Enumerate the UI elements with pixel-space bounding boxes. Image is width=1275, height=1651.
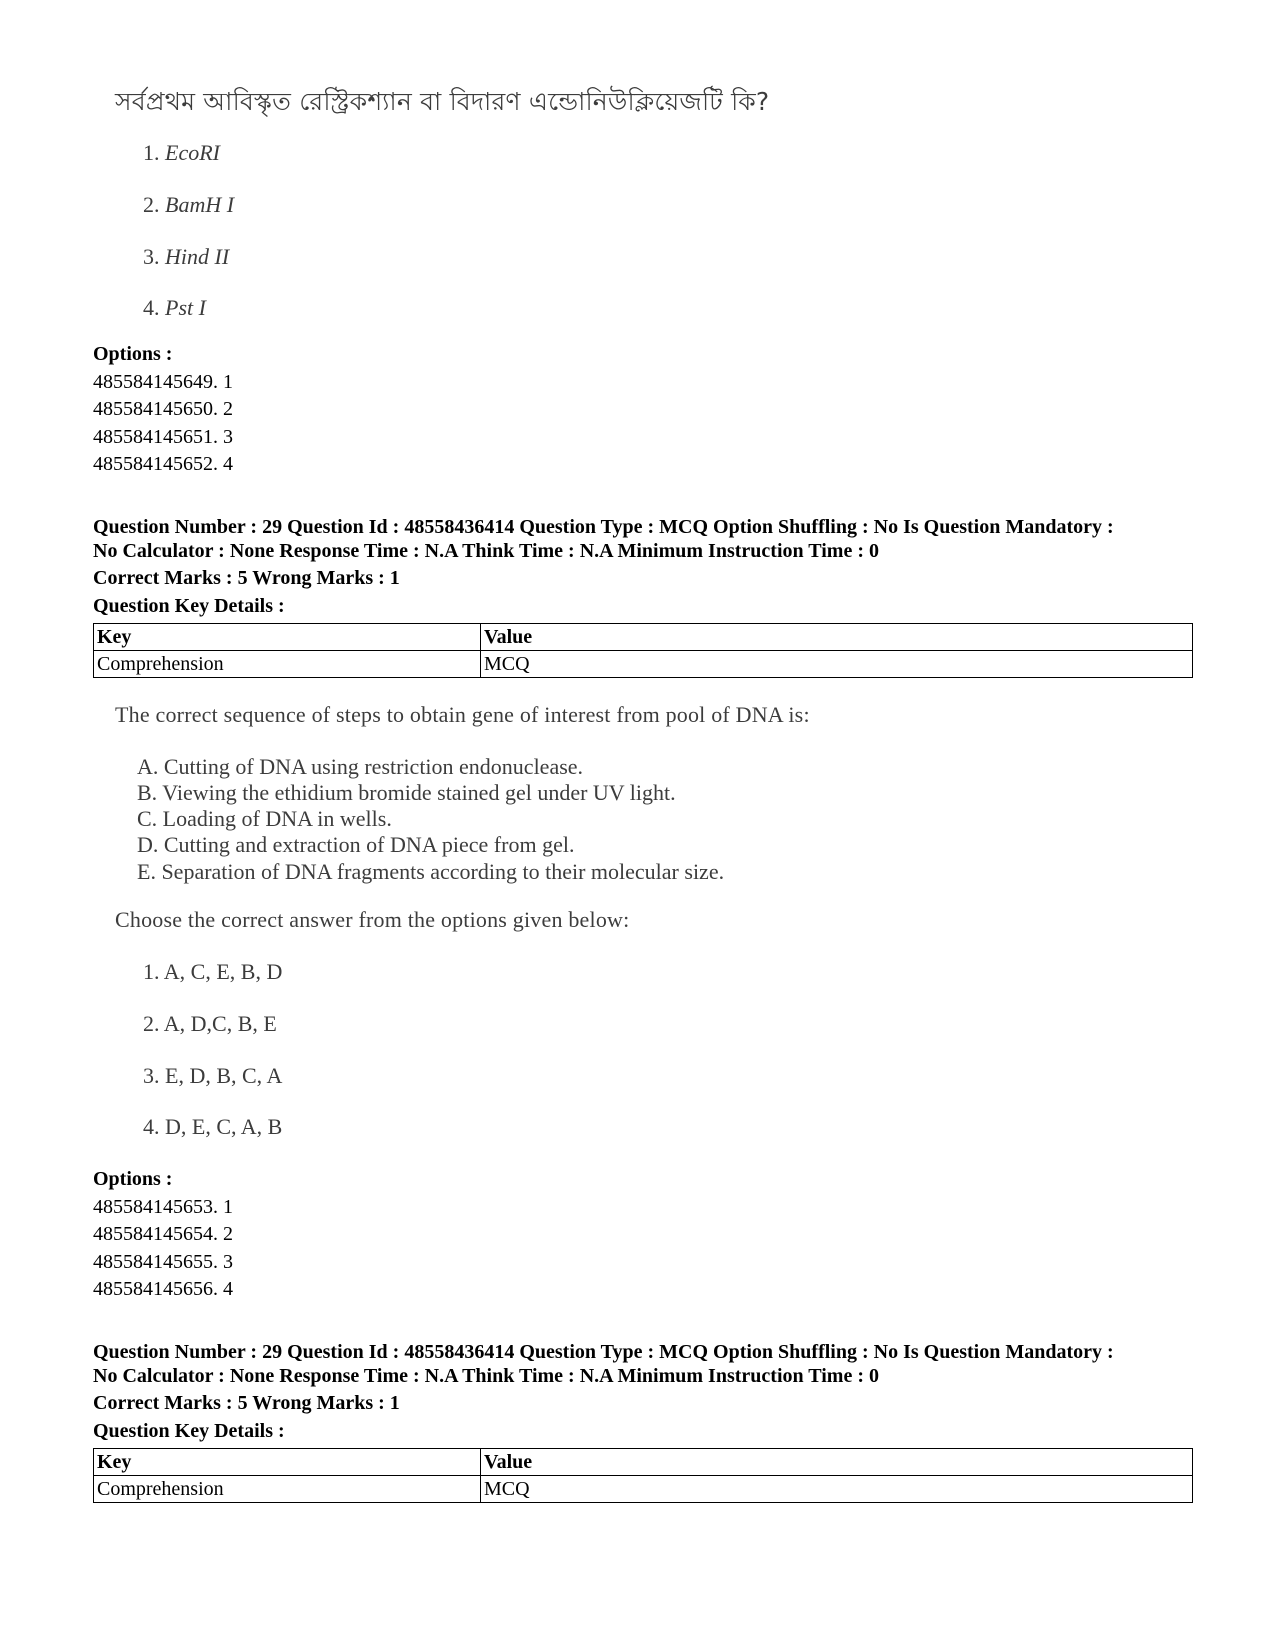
choice-1: 1. A, C, E, B, D: [143, 959, 283, 984]
sequence-item: C. Loading of DNA in wells.: [137, 806, 392, 831]
table-header-key: Key: [94, 624, 481, 651]
option-line: 485584145649. 1: [93, 371, 233, 393]
choice-2: 2. BamH I: [143, 192, 235, 217]
marks-line: Correct Marks : 5 Wrong Marks : 1: [93, 1392, 400, 1414]
sequence-item: E. Separation of DNA fragments according to their molecular size.: [137, 859, 725, 884]
sequence-item: A. Cutting of DNA using restriction endonuclease.: [137, 754, 584, 779]
choice-4: 4. Pst I: [143, 295, 206, 320]
table-cell-value: MCQ: [481, 1476, 1193, 1503]
marks-line: Correct Marks : 5 Wrong Marks : 1: [93, 567, 400, 589]
table-header-row: [94, 624, 1193, 651]
table-cell-key: Comprehension: [94, 1476, 481, 1503]
option-line: 485584145651. 3: [93, 426, 233, 448]
question-stem: The correct sequence of steps to obtain gene of interest from pool of DNA is:: [115, 702, 810, 727]
choice-1: 1. EcoRI: [143, 140, 220, 165]
choice-4: 4. D, E, C, A, B: [143, 1114, 283, 1139]
table-header-key: Key: [94, 1449, 481, 1476]
question-meta-line-1: Question Number : 29 Question Id : 48558436414 Question Type : MCQ Option Shuffling : No Is Question Mandatory :: [93, 516, 1114, 538]
table-header-row: [94, 1449, 1193, 1476]
choice-3: 3. Hind II: [143, 244, 230, 269]
table-header-value: Value: [481, 1449, 1193, 1476]
question-instruction: Choose the correct answer from the options given below:: [115, 907, 630, 932]
key-value-table: [93, 1448, 1193, 1503]
option-line: 485584145653. 1: [93, 1196, 233, 1218]
table-cell-key: Comprehension: [94, 651, 481, 678]
question-meta-line-2: No Calculator : None Response Time : N.A Think Time : N.A Minimum Instruction Time : 0: [93, 540, 879, 562]
option-line: 485584145656. 4: [93, 1278, 233, 1300]
question-image-bengali: [115, 82, 1015, 332]
question-stem: সর্বপ্রথম আবিস্কৃত রেস্ট্রিকশ্যান বা বিদারণ এন্ডোনিউক্লিয়েজটি কি?: [115, 87, 770, 116]
key-details-label: Question Key Details :: [93, 595, 285, 617]
option-line: 485584145655. 3: [93, 1251, 233, 1273]
table-row: [94, 1476, 1193, 1503]
question-meta-line-1: Question Number : 29 Question Id : 48558436414 Question Type : MCQ Option Shuffling : No Is Question Mandatory :: [93, 1341, 1114, 1363]
table-row: [94, 651, 1193, 678]
key-details-label: Question Key Details :: [93, 1420, 285, 1442]
choice-3: 3. E, D, B, C, A: [143, 1063, 283, 1088]
question-image-english: [115, 700, 1015, 1180]
choice-2: 2. A, D,C, B, E: [143, 1011, 277, 1036]
key-value-table: [93, 623, 1193, 678]
sequence-item: B. Viewing the ethidium bromide stained gel under UV light.: [137, 780, 676, 805]
table-header-value: Value: [481, 624, 1193, 651]
options-title: Options :: [93, 1168, 173, 1190]
table-cell-value: MCQ: [481, 651, 1193, 678]
question-meta-line-2: No Calculator : None Response Time : N.A Think Time : N.A Minimum Instruction Time : 0: [93, 1365, 879, 1387]
option-line: 485584145652. 4: [93, 453, 233, 475]
sequence-item: D. Cutting and extraction of DNA piece from gel.: [137, 832, 575, 857]
options-title: Options :: [93, 343, 173, 365]
option-line: 485584145654. 2: [93, 1223, 233, 1245]
option-line: 485584145650. 2: [93, 398, 233, 420]
